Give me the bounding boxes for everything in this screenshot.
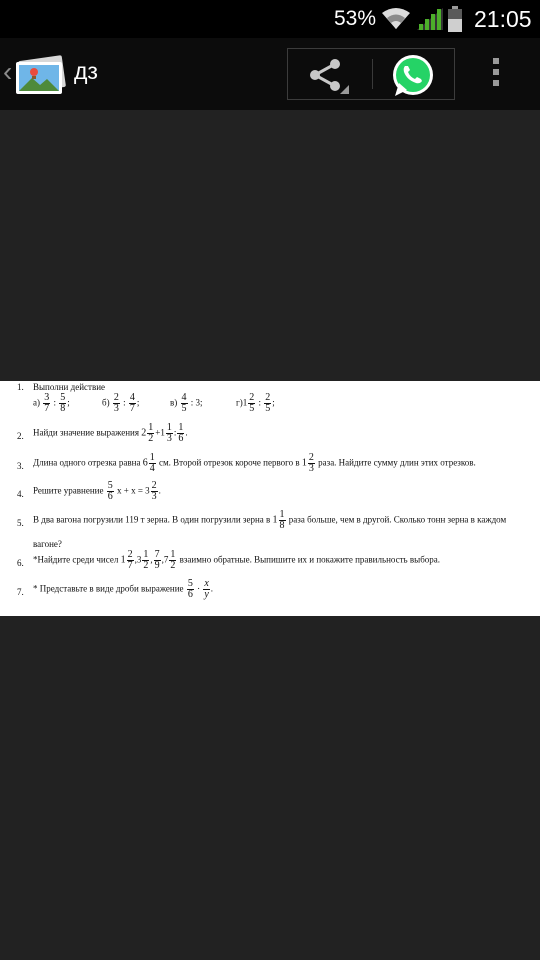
- item-number: 1.: [17, 382, 24, 392]
- overflow-menu-icon[interactable]: [493, 58, 499, 91]
- item-number: 6.: [17, 558, 24, 568]
- task-1v: в) $\frac{4}{5}$ : 3;: [170, 392, 203, 414]
- whatsapp-icon[interactable]: [388, 52, 438, 105]
- back-chevron-icon[interactable]: ‹: [3, 56, 13, 87]
- task-5: В два вагона погрузили 119 т зерна. В один погрузили зерна в 1 $\frac{1}{8}$ раза больше, чем в другой. Сколько тонн зерна в каждом: [33, 509, 507, 531]
- share-dropdown-corner-icon: [340, 85, 349, 94]
- task-1g: г)1 $\frac{2}{5}$ : $\frac{2}{5}$ ;: [236, 392, 275, 414]
- document-page: [0, 381, 540, 616]
- task-5-continued: вагоне?: [33, 539, 62, 549]
- signal-icon: [417, 8, 443, 35]
- task-4: Решите уравнение $\frac{5}{6}$ x + x = 3 $\frac{2}{3}$ .: [33, 480, 161, 502]
- task-1b: б) $\frac{2}{3}$ : $\frac{4}{7}$ ;: [102, 392, 140, 414]
- item-number: 2.: [17, 431, 24, 441]
- task-1a: a) $\frac{3}{7}$ : $\frac{5}{8}$ ;: [33, 392, 70, 414]
- status-bar: [0, 0, 540, 38]
- task-6: *Найдите среди чисел 1 $\frac{2}{7}$ ,3 $\frac{1}{2}$ , $\frac{7}{9}$ ,7 $\frac{1}{2}$ взаимно обратные. Выпишите их и покажите правильность выбора.: [33, 549, 441, 571]
- item-number: 7.: [17, 587, 24, 597]
- item-number: 5.: [17, 518, 24, 528]
- item-text: Выполни действие: [33, 382, 105, 392]
- task-2: Найди значение выражения 2 $\frac{1}{2}$ +1 $\frac{1}{3}$ : $\frac{1}{6}$ .: [33, 422, 188, 444]
- item-number: 3.: [17, 461, 24, 471]
- gallery-app-icon[interactable]: [14, 52, 68, 101]
- app-title: дз: [74, 58, 98, 84]
- battery-icon: [448, 6, 462, 37]
- action-bar: [0, 38, 540, 110]
- clock: 21:05: [474, 6, 532, 32]
- wifi-icon: [381, 7, 411, 36]
- divider: [372, 59, 373, 89]
- item-number: 4.: [17, 489, 24, 499]
- battery-percent: 53%: [334, 7, 377, 30]
- share-action-group: [287, 48, 455, 100]
- task-3: Длина одного отрезка равна 6 $\frac{1}{4}$ см. Второй отрезок короче первого в 1 $\frac{2}{3}$ раза. Найдите сумму длин этих отрезков.: [33, 452, 476, 474]
- task-7: * Представьте в виде дроби выражение $\frac{5}{6}$ · $\frac{x}{y}$ .: [33, 578, 214, 600]
